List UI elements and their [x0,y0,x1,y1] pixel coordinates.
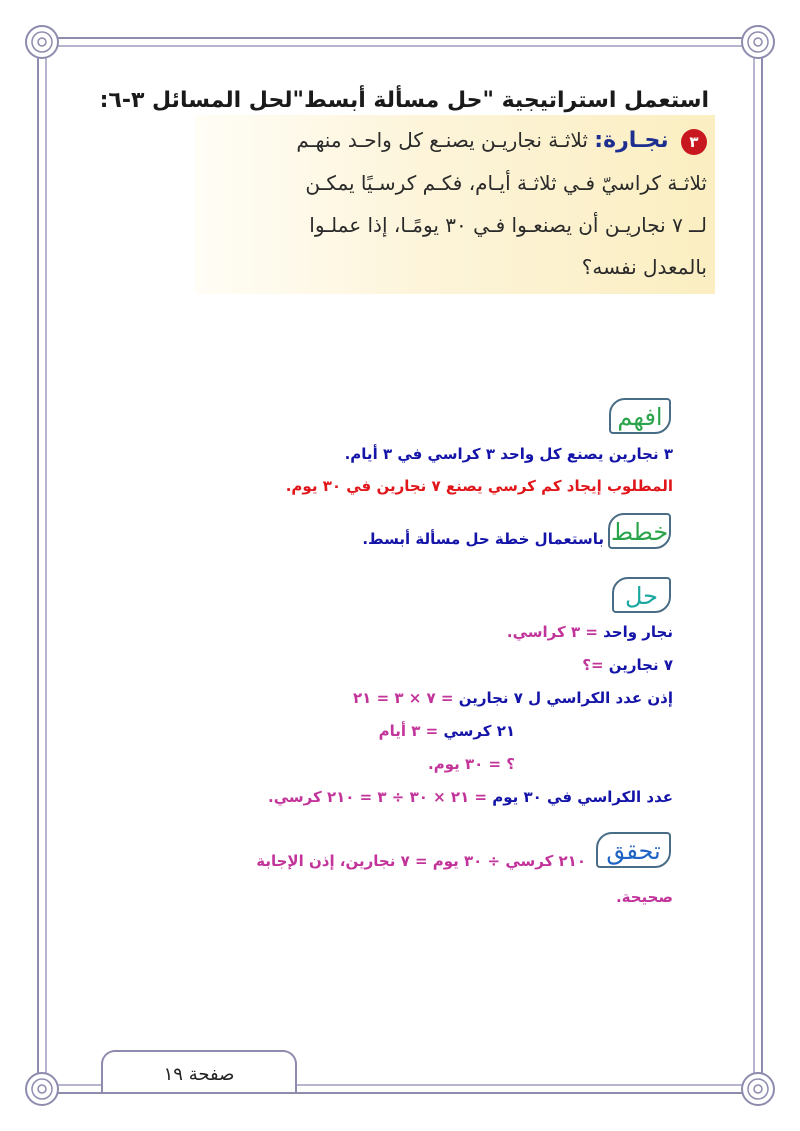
problem-text-line: لــ ٧ نجاريـن أن يصنعـوا فـي ٣٠ يومًـا، إذا عملـوا [309,213,707,237]
corner-ornament-top-left-icon [26,26,58,58]
corner-ornament-top-right-icon [742,26,774,58]
solve-step-line [507,623,673,641]
problem-line-1 [203,119,707,162]
solve-step-segment: ٢١ كرسي [438,722,515,740]
problem-topic: نجـارة: [594,128,669,153]
textbook-excerpt [99,82,715,292]
problem-number-badge: ٣ [681,129,707,155]
understand-required-text: المطلوب إيجاد كم كرسي يصنع ٧ نجارين في ٣٠ يوم. [285,477,673,495]
problem-text-line: ثلاثـة نجاريـن يصنـع كل واحـد منهـم [296,128,588,152]
check-text-line-2: صحيحة. [615,888,673,906]
problem-text-line: بالمعدل نفسه؟ [581,255,707,279]
plan-tag: خطط [608,513,671,549]
solve-step-segment: = ٧ × ٣ = ٢١ [353,689,454,707]
solve-step-segment: = ٢١ × ٣٠ ÷ ٣ = ٢١٠ كرسي. [268,788,488,806]
solve-step-line [428,755,515,773]
check-tag: تحقق [596,832,671,868]
solve-step-segment: إذن عدد الكراسي ل ٧ نجارين [453,689,673,707]
page-number-tab [101,1050,297,1092]
solve-step-segment: ؟ = ٣٠ يوم. [428,755,515,773]
check-text-line-1: ٢١٠ كرسي ÷ ٣٠ يوم = ٧ نجارين، إذن الإجابة [256,852,586,870]
problem-text-line: ثلاثـة كراسيّ فـي ثلاثـة أيـام، فكـم كرسـيًا يمكـن [305,171,707,195]
solve-step-segment: نجار واحد [597,623,673,641]
corner-ornament-bottom-left-icon [26,1073,58,1105]
page-number-label: صفحة ١٩ [163,1064,235,1085]
excerpt-title: استعمل استراتيجية "حل مسألة أبسط"لحل المسائل ٣-٦: [99,88,709,113]
solve-step-line [379,722,515,740]
solve-step-line [353,689,673,707]
solve-step-segment: = ٣ أيام [378,722,439,740]
solve-step-segment: عدد الكراسي في ٣٠ يوم [487,788,673,806]
solve-tag: حل [612,577,671,613]
solve-step-segment: ٧ نجارين [603,656,673,674]
plan-text: باستعمال خطة حل مسألة أبسط. [362,530,604,548]
solve-step-line [268,788,673,806]
solve-step-segment: =؟ [582,656,604,674]
solve-step-line [582,656,673,674]
corner-ornament-bottom-right-icon [742,1073,774,1105]
solve-step-segment: = ٣ كراسي. [506,623,598,641]
understand-tag: افهم [609,398,671,434]
understand-given-text: ٣ نجارين يصنع كل واحد ٣ كراسي في ٣ أيام. [344,445,673,463]
problem-statement [195,115,715,294]
